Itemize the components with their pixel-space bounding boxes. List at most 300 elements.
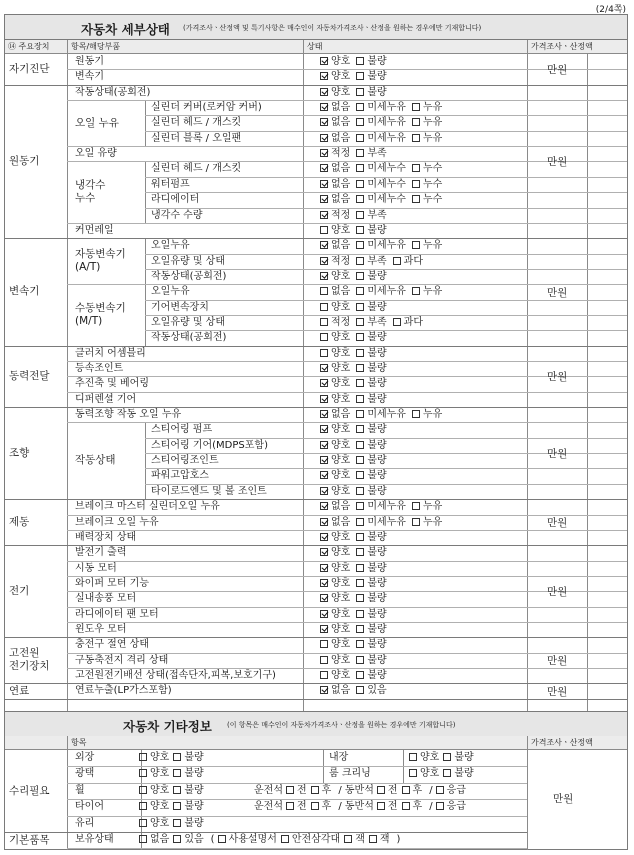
checkbox[interactable] [412, 118, 420, 126]
checkbox[interactable] [139, 802, 147, 810]
state-option[interactable] [320, 225, 350, 237]
state-option[interactable] [356, 133, 406, 145]
checked-checkbox[interactable] [320, 410, 328, 418]
checkbox[interactable] [412, 410, 420, 418]
checkbox[interactable] [412, 502, 420, 510]
checkbox[interactable] [173, 802, 181, 810]
state-option[interactable] [320, 486, 350, 498]
checkbox[interactable] [320, 671, 328, 679]
grid-hline [67, 668, 627, 669]
price-unit: 만원 [547, 64, 568, 77]
checkbox[interactable] [139, 819, 147, 827]
state-option[interactable] [412, 409, 442, 421]
option[interactable] [173, 801, 203, 813]
state-option[interactable] [320, 578, 350, 590]
checkbox[interactable] [320, 640, 328, 648]
state-option[interactable] [320, 424, 350, 436]
state-option[interactable] [412, 163, 442, 175]
state-options [320, 440, 393, 452]
checkbox[interactable] [286, 786, 294, 794]
state-option[interactable] [356, 225, 386, 237]
state-option[interactable] [320, 378, 350, 390]
checkbox[interactable] [139, 753, 147, 761]
checked-checkbox[interactable] [320, 425, 328, 433]
option[interactable] [286, 801, 307, 813]
state-option[interactable] [356, 578, 386, 590]
grid-hline [67, 530, 627, 531]
state-option[interactable] [320, 440, 350, 452]
option[interactable] [139, 818, 169, 830]
option-label: 전 [387, 784, 398, 796]
state-option[interactable] [356, 102, 406, 114]
checkbox[interactable] [412, 195, 420, 203]
checkbox[interactable] [412, 287, 420, 295]
state-option[interactable] [320, 179, 350, 191]
option-label: 양호 [150, 784, 170, 796]
checkbox[interactable] [356, 103, 364, 111]
state-option[interactable] [320, 563, 350, 575]
state-option[interactable] [356, 470, 386, 482]
item-label: 충전구 절연 상태 [75, 639, 149, 651]
checked-checkbox[interactable] [320, 548, 328, 556]
checkbox[interactable] [311, 802, 319, 810]
checked-checkbox[interactable] [320, 164, 328, 172]
state-option[interactable] [356, 117, 406, 129]
state-option[interactable] [320, 670, 350, 682]
checkbox[interactable] [356, 564, 364, 572]
state-option[interactable] [412, 117, 442, 129]
option[interactable] [436, 801, 466, 813]
checked-checkbox[interactable] [320, 610, 328, 618]
state-option[interactable] [412, 179, 442, 191]
checkbox[interactable] [356, 149, 364, 157]
checkbox[interactable] [393, 318, 401, 326]
checkbox[interactable] [356, 88, 364, 96]
checkbox[interactable] [281, 835, 289, 843]
checkbox[interactable] [320, 656, 328, 664]
checkbox[interactable] [436, 786, 444, 794]
state-option[interactable] [412, 517, 442, 529]
header-price: 가격조사ㆍ산정액 [531, 42, 593, 51]
checkbox[interactable] [356, 241, 364, 249]
state-option[interactable] [356, 547, 386, 559]
checkbox[interactable] [356, 487, 364, 495]
part-label: 작동상태(공회전) [151, 332, 227, 344]
checked-checkbox[interactable] [320, 594, 328, 602]
option[interactable] [139, 768, 169, 780]
state-option[interactable] [412, 102, 442, 114]
checkbox[interactable] [356, 533, 364, 541]
checkbox[interactable] [356, 318, 364, 326]
state-options [320, 317, 429, 329]
checkbox[interactable] [356, 579, 364, 587]
checkbox[interactable] [412, 134, 420, 142]
state-option[interactable] [356, 486, 386, 498]
option[interactable] [377, 785, 398, 797]
checkbox[interactable] [402, 802, 410, 810]
checked-checkbox[interactable] [320, 272, 328, 280]
checkbox[interactable] [286, 802, 294, 810]
checkbox[interactable] [218, 835, 226, 843]
checked-checkbox[interactable] [320, 211, 328, 219]
checkbox[interactable] [356, 349, 364, 357]
state-option[interactable] [320, 455, 350, 467]
state-option[interactable] [320, 348, 350, 360]
checkbox[interactable] [173, 835, 181, 843]
option-label: 전 [296, 784, 307, 796]
state-options [320, 240, 448, 252]
price-unit: 만원 [547, 586, 568, 599]
option[interactable] [409, 752, 439, 764]
checked-checkbox[interactable] [320, 456, 328, 464]
checkbox[interactable] [356, 303, 364, 311]
option-label: 응급 [446, 801, 466, 813]
state-option[interactable] [320, 240, 350, 252]
checked-checkbox[interactable] [320, 241, 328, 249]
checkbox[interactable] [443, 769, 451, 777]
checkbox[interactable] [409, 753, 417, 761]
checkbox[interactable] [320, 333, 328, 341]
state-option[interactable] [412, 501, 442, 513]
checkbox[interactable] [356, 379, 364, 387]
option[interactable] [139, 752, 169, 764]
checkbox[interactable] [412, 241, 420, 249]
checkbox[interactable] [393, 257, 401, 265]
state-option[interactable] [320, 685, 350, 697]
state-option[interactable] [320, 286, 350, 298]
checkbox[interactable] [356, 57, 364, 65]
checked-checkbox[interactable] [320, 257, 328, 265]
checkbox[interactable] [356, 610, 364, 618]
state-option[interactable] [412, 240, 442, 252]
checkbox[interactable] [356, 257, 364, 265]
state-option[interactable] [356, 179, 406, 191]
option[interactable] [436, 785, 466, 797]
option[interactable] [344, 834, 365, 846]
state-options [320, 225, 393, 237]
checkbox[interactable] [412, 180, 420, 188]
checkbox[interactable] [412, 164, 420, 172]
grid-hline [67, 361, 627, 362]
checked-checkbox[interactable] [320, 579, 328, 587]
separator: / [429, 784, 433, 796]
checkbox[interactable] [320, 349, 328, 357]
state-option[interactable] [356, 317, 386, 329]
state-option[interactable] [320, 256, 350, 268]
checked-checkbox[interactable] [320, 364, 328, 372]
state-option[interactable] [356, 87, 386, 99]
option-label: 누유 [422, 117, 443, 129]
state-option[interactable] [356, 685, 386, 697]
checked-checkbox[interactable] [320, 441, 328, 449]
state-option[interactable] [356, 532, 386, 544]
state-option[interactable] [320, 210, 350, 222]
checkbox[interactable] [139, 769, 147, 777]
checked-checkbox[interactable] [320, 88, 328, 96]
option-label: 미세누수 [367, 194, 406, 206]
checkbox[interactable] [173, 819, 181, 827]
checkbox[interactable] [320, 287, 328, 295]
checked-checkbox[interactable] [320, 57, 328, 65]
checked-checkbox[interactable] [320, 395, 328, 403]
checkbox[interactable] [173, 753, 181, 761]
state-option[interactable] [393, 256, 423, 268]
checked-checkbox[interactable] [320, 149, 328, 157]
state-option[interactable] [320, 102, 350, 114]
item-label: 작동상태(공회전) [75, 86, 151, 98]
checkbox[interactable] [356, 72, 364, 80]
item-label: 오일 유량 [75, 148, 117, 160]
option[interactable] [443, 752, 473, 764]
state-option[interactable] [356, 394, 386, 406]
state-option[interactable] [320, 624, 350, 636]
checkbox[interactable] [412, 518, 420, 526]
checkbox[interactable] [320, 318, 328, 326]
option[interactable] [409, 768, 439, 780]
state-option[interactable] [320, 363, 350, 375]
checked-checkbox[interactable] [320, 518, 328, 526]
checked-checkbox[interactable] [320, 379, 328, 387]
checkbox[interactable] [436, 802, 444, 810]
checkbox[interactable] [356, 471, 364, 479]
checkbox[interactable] [356, 134, 364, 142]
option[interactable] [369, 834, 390, 846]
state-option[interactable] [356, 302, 386, 314]
checkbox[interactable] [320, 303, 328, 311]
option[interactable] [173, 768, 203, 780]
state-option[interactable] [356, 271, 386, 283]
checkbox[interactable] [356, 548, 364, 556]
state-option[interactable] [356, 624, 386, 636]
state-option[interactable] [320, 532, 350, 544]
option-label: 양호 [331, 470, 351, 482]
option-label: 미세누수 [367, 163, 406, 175]
state-option[interactable] [320, 470, 350, 482]
option[interactable] [139, 785, 169, 797]
checkbox[interactable] [356, 272, 364, 280]
state-option[interactable] [320, 302, 350, 314]
state-options [320, 148, 393, 160]
state-options [320, 271, 393, 283]
checkbox[interactable] [369, 835, 377, 843]
option[interactable] [173, 818, 203, 830]
state-option[interactable] [356, 256, 386, 268]
state-option[interactable] [356, 286, 406, 298]
option[interactable] [377, 801, 398, 813]
checked-checkbox[interactable] [320, 195, 328, 203]
state-option[interactable] [356, 332, 386, 344]
checkbox[interactable] [356, 226, 364, 234]
checkbox[interactable] [402, 786, 410, 794]
checkbox[interactable] [356, 441, 364, 449]
state-option[interactable] [320, 655, 350, 667]
state-option[interactable] [320, 593, 350, 605]
state-option[interactable] [412, 286, 442, 298]
state-option[interactable] [356, 670, 386, 682]
checkbox[interactable] [311, 786, 319, 794]
state-options [320, 348, 393, 360]
checkbox[interactable] [356, 671, 364, 679]
state-option[interactable] [356, 563, 386, 575]
checkbox[interactable] [356, 211, 364, 219]
state-option[interactable] [356, 56, 386, 68]
state-option[interactable] [356, 363, 386, 375]
part-label: 오일유량 및 상태 [151, 316, 225, 328]
state-option[interactable] [356, 240, 406, 252]
checkbox[interactable] [356, 118, 364, 126]
state-option[interactable] [356, 71, 386, 83]
checkbox[interactable] [356, 518, 364, 526]
checkbox[interactable] [356, 364, 364, 372]
checked-checkbox[interactable] [320, 103, 328, 111]
section2-title-bar [5, 711, 627, 737]
checkbox[interactable] [356, 164, 364, 172]
checked-checkbox[interactable] [320, 134, 328, 142]
item-label: 라디에이터 팬 모터 [75, 608, 159, 620]
state-options [320, 256, 429, 268]
state-option[interactable] [320, 332, 350, 344]
checkbox[interactable] [356, 395, 364, 403]
checked-checkbox[interactable] [320, 118, 328, 126]
checkbox[interactable] [356, 180, 364, 188]
checkbox[interactable] [356, 640, 364, 648]
checkbox[interactable] [356, 333, 364, 341]
checked-checkbox[interactable] [320, 180, 328, 188]
checked-checkbox[interactable] [320, 487, 328, 495]
checkbox[interactable] [356, 625, 364, 633]
option[interactable] [402, 785, 423, 797]
option-label: 없음 [331, 516, 351, 528]
state-option[interactable] [320, 87, 350, 99]
checked-checkbox[interactable] [320, 564, 328, 572]
option-label: 양호 [420, 768, 440, 780]
checkbox[interactable] [356, 502, 364, 510]
checkbox[interactable] [356, 287, 364, 295]
item-label: 등속조인트 [75, 363, 124, 374]
state-option[interactable] [356, 424, 386, 436]
state-option[interactable] [356, 409, 406, 421]
checkbox[interactable] [412, 103, 420, 111]
checked-checkbox[interactable] [320, 72, 328, 80]
state-option[interactable] [356, 517, 406, 529]
option[interactable] [311, 801, 332, 813]
state-option[interactable] [320, 409, 350, 421]
state-option[interactable] [320, 517, 350, 529]
checkbox[interactable] [173, 769, 181, 777]
state-option[interactable] [320, 394, 350, 406]
state-option[interactable] [356, 378, 386, 390]
tire-label: 타이어 [75, 801, 104, 813]
checked-checkbox[interactable] [320, 625, 328, 633]
checkbox[interactable] [173, 786, 181, 794]
state-option[interactable] [356, 639, 386, 651]
option-label: 불량 [367, 670, 387, 681]
checked-checkbox[interactable] [320, 686, 328, 694]
state-option[interactable] [356, 501, 406, 513]
state-option[interactable] [356, 210, 386, 222]
state-option[interactable] [320, 547, 350, 559]
checkbox[interactable] [356, 594, 364, 602]
checkbox[interactable] [356, 456, 364, 464]
state-options [320, 286, 448, 298]
option-group [139, 801, 208, 813]
state-option[interactable] [320, 317, 350, 329]
state-option[interactable] [320, 163, 350, 175]
option[interactable] [218, 834, 277, 846]
state-option[interactable] [320, 148, 350, 160]
state-option[interactable] [320, 271, 350, 283]
checkbox[interactable] [356, 195, 364, 203]
state-option[interactable] [356, 148, 386, 160]
state-option[interactable] [412, 194, 442, 206]
state-option[interactable] [320, 609, 350, 621]
checkbox[interactable] [344, 835, 352, 843]
state-option[interactable] [356, 609, 386, 621]
grid-hline [67, 653, 627, 654]
header-state: 상태 [307, 42, 323, 51]
option[interactable] [173, 752, 203, 764]
option[interactable] [139, 834, 169, 846]
category-label: 자기진단 [9, 62, 50, 75]
state-option[interactable] [356, 163, 406, 175]
state-option[interactable] [320, 133, 350, 145]
item-label: 실내송풍 모터 [75, 593, 137, 605]
checkbox[interactable] [377, 802, 385, 810]
checked-checkbox[interactable] [320, 471, 328, 479]
option[interactable] [311, 785, 332, 797]
state-option[interactable] [320, 194, 350, 206]
option-label: 없음 [331, 163, 351, 175]
state-option[interactable] [320, 639, 350, 651]
checkbox[interactable] [356, 656, 364, 664]
state-options [320, 455, 393, 467]
option[interactable] [286, 785, 307, 797]
state-option[interactable] [320, 71, 350, 83]
checkbox[interactable] [409, 769, 417, 777]
state-option[interactable] [320, 117, 350, 129]
state-option[interactable] [320, 56, 350, 68]
state-option[interactable] [320, 501, 350, 513]
checkbox[interactable] [139, 835, 147, 843]
checked-checkbox[interactable] [320, 533, 328, 541]
checked-checkbox[interactable] [320, 502, 328, 510]
state-option[interactable] [356, 455, 386, 467]
checkbox[interactable] [139, 786, 147, 794]
option[interactable] [173, 785, 203, 797]
state-option[interactable] [356, 593, 386, 605]
option[interactable] [402, 801, 423, 813]
state-option[interactable] [356, 440, 386, 452]
state-option[interactable] [393, 317, 423, 329]
state-option[interactable] [356, 348, 386, 360]
option[interactable] [281, 834, 340, 846]
checkbox[interactable] [377, 786, 385, 794]
checkbox[interactable] [356, 410, 364, 418]
state-option[interactable] [412, 133, 442, 145]
option-label: 적정 [331, 255, 351, 267]
option[interactable] [443, 768, 473, 780]
checkbox[interactable] [443, 753, 451, 761]
option-label: 불량 [367, 71, 387, 83]
option[interactable] [173, 834, 203, 846]
state-option[interactable] [356, 194, 406, 206]
checkbox[interactable] [320, 226, 328, 234]
checkbox[interactable] [356, 425, 364, 433]
state-option[interactable] [356, 655, 386, 667]
gloss-label: 광택 [75, 768, 95, 780]
option[interactable] [139, 801, 169, 813]
checkbox[interactable] [356, 686, 364, 694]
